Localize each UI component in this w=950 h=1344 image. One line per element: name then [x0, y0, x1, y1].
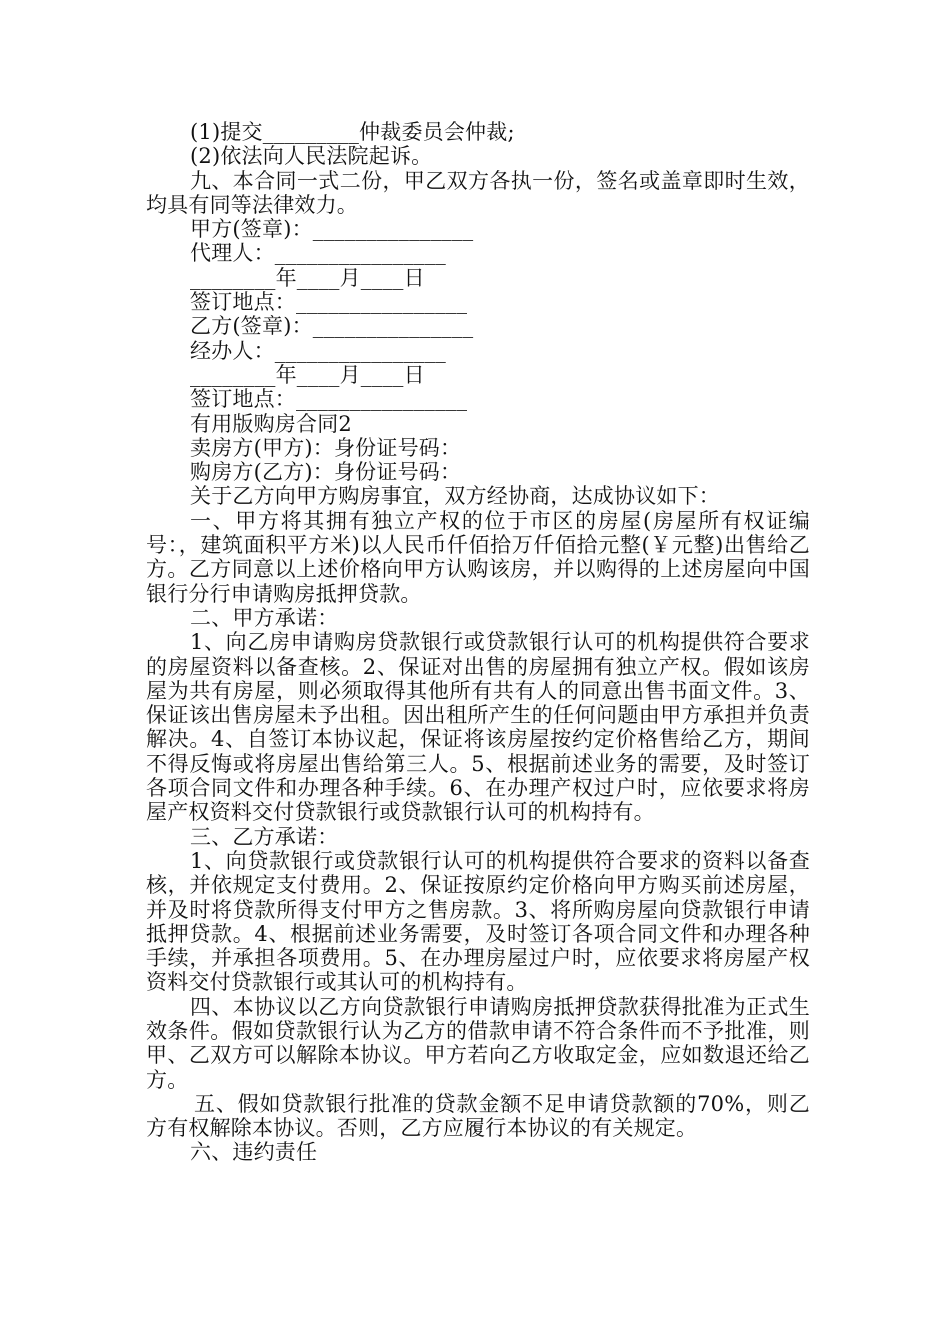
agent-line: 代理人：________________ — [190, 241, 446, 266]
clause-three-paragraph: 1、向贷款银行或贷款银行认可的机构提供符合要求的资料以备查核，并依规定支付费用。2、保证按原约定价格向甲方购买前述房屋，并及时将贷款所得支付甲方之售房款。3、将所购房屋向贷款银行申请抵押贷款。4、根据前述业务需要，及时签订各项合同文件和办理各种手续，并承担各项费用。5、在办理房屋过户时，应依要求将房屋产权资料交付贷款银行或其认可的机构持有。 — [146, 848, 810, 995]
clause-one-paragraph: 一、甲方将其拥有独立产权的位于市区的房屋(房屋所有权证编号：，建筑面积平方米)以人民币仟佰拾万仟佰拾元整(￥元整)出售给乙方。乙方同意以上述价格向甲方认购该房，并以购得的上述房屋向中国银行分行申请购房抵押贷款。 — [146, 508, 810, 606]
clause-arbitration-option: (1)提交_________仲裁委员会仲裁; — [190, 120, 515, 144]
clause-four-paragraph: 四、本协议以乙方向贷款银行申请购房抵押贷款获得批准为正式生效条件。假如贷款银行认为乙方的借款申请不符合条件而不予批准，则甲、乙双方可以解除本协议。甲方若向乙方收取定金，应如数退还给乙方。 — [146, 994, 810, 1092]
clause-three-heading: 三、乙方承诺： — [190, 824, 339, 849]
date-line-b: ________年____月____日 — [190, 362, 425, 387]
clause-litigation-option: (2)依法向人民法院起诉。 — [190, 144, 433, 169]
seller-line: 卖房方(甲方)：身份证号码： — [190, 435, 462, 460]
party-a-signature-line: 甲方(签章)：_______________ — [190, 217, 474, 242]
clause-two-heading: 二、甲方承诺： — [190, 605, 339, 630]
clause-nine-paragraph: 九、本合同一式二份，甲乙双方各执一份，签名或盖章即时生效，均具有同等法律效力。 — [146, 168, 810, 217]
party-b-signature-line: 乙方(签章)：_______________ — [190, 314, 474, 339]
signing-place-line-b: 签订地点：________________ — [190, 387, 468, 412]
agreement-intro: 关于乙方向甲方购房事宜，双方经协商，达成协议如下： — [190, 484, 720, 509]
document-page — [146, 120, 810, 1165]
signing-place-line-a: 签订地点：________________ — [190, 290, 468, 315]
buyer-line: 购房方(乙方)：身份证号码： — [190, 460, 462, 485]
clause-two-paragraph: 1、向乙房申请购房贷款银行或贷款银行认可的机构提供符合要求的房屋资料以备查核。2、保证对出售的房屋拥有独立产权。假如该房屋为共有房屋，则必须取得其他所有共有人的同意出售书面文件。3、保证该出售房屋未予出租。因出租所产生的任何问题由甲方承担并负责解决。4、自签订本协议起，保证将该房屋按约定价格售给乙方，期间不得反悔或将房屋出售给第三人。5、根据前述业务的需要，及时签订各项合同文件和办理各种手续。6、在办理产权过户时，应依要求将房屋产权资料交付贷款银行或贷款银行认可的机构持有。 — [146, 630, 810, 825]
handler-line: 经办人：________________ — [190, 338, 446, 363]
clause-five-paragraph: 五、假如贷款银行批准的贷款金额不足申请贷款额的70%，则乙方有权解除本协议。否则，乙方应履行本协议的有关规定。 — [146, 1091, 810, 1141]
date-line-a: ________年____月____日 — [190, 265, 425, 290]
clause-six-heading: 六、违约责任 — [190, 1140, 318, 1165]
contract-title: 有用版购房合同2 — [190, 411, 352, 436]
